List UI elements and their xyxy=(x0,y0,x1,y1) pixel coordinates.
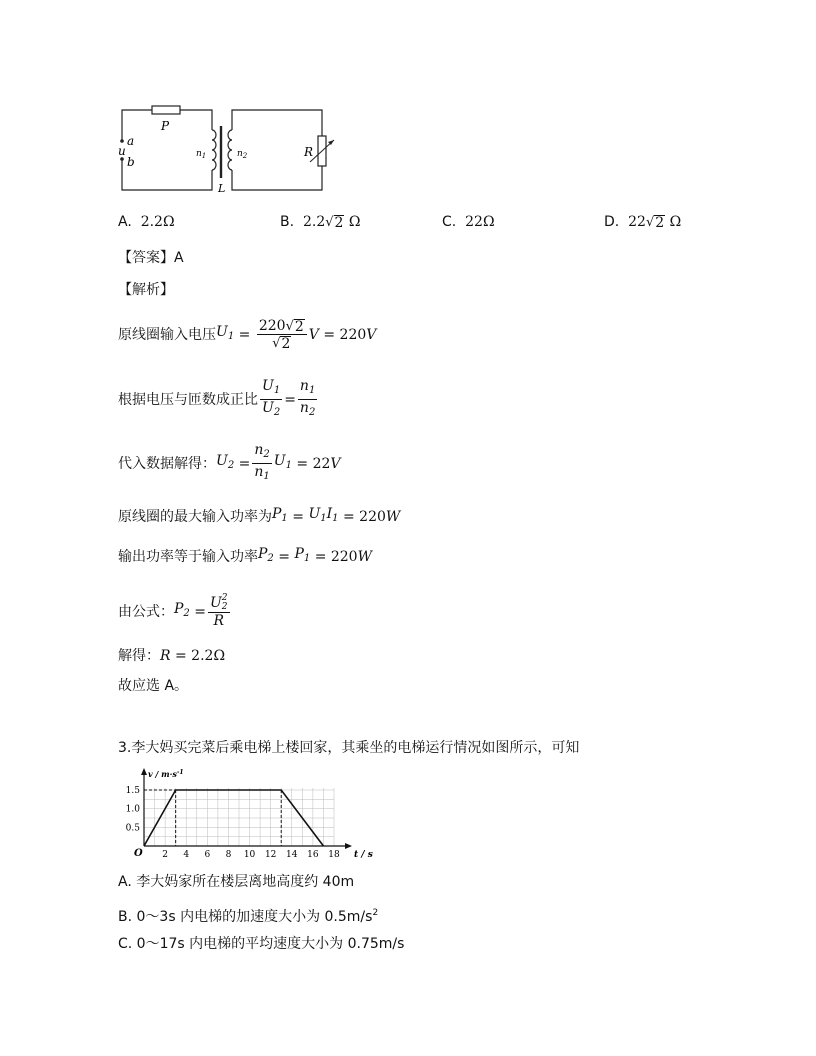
secondary-wire-bottom xyxy=(232,166,322,190)
step-2-fraction-U: $\frac{U_1}{U_2}$ xyxy=(262,378,281,418)
x-axis-arrow xyxy=(345,843,352,849)
step-7: 解得： R = 2.2Ω xyxy=(118,648,226,664)
q3-option-B: B. 0～3s 内电梯的加速度大小为 $0.5m/s^2$ xyxy=(118,908,379,925)
step-3-U1: $U_1$ xyxy=(273,453,292,471)
x-tick-label: 12 xyxy=(264,850,277,860)
step-5-result: = 220W xyxy=(314,548,372,565)
x-tick-label: 10 xyxy=(243,850,256,860)
step-1-unit: V xyxy=(308,326,319,343)
step-3-U2: $U_2$ xyxy=(216,453,235,471)
option-A-letter: A. xyxy=(118,214,132,230)
step-7-result: = 2.2Ω xyxy=(175,648,226,664)
y-tick-label: 1.5 xyxy=(125,786,140,796)
label-n1: $n_1$ xyxy=(196,149,207,160)
fuse-P xyxy=(152,106,180,114)
label-R: R xyxy=(304,145,314,159)
step-5: 输出功率等于输入功率 $P_2$ = $P_1$ = 220W xyxy=(118,546,372,565)
option-B xyxy=(280,212,361,232)
label-P: P xyxy=(161,119,170,133)
step-6-fraction: U 2 2 R xyxy=(209,593,228,629)
step-2: 根据电压与匝数成正比 $\frac{U_1}{U_2}$ = $\frac{n_1}{n_2}$ xyxy=(118,378,319,421)
origin-label: O xyxy=(134,848,143,859)
step-8: 故应选 A。 xyxy=(118,678,189,694)
step-1-result: = 220V xyxy=(323,326,377,343)
step-3-fraction: $\frac{n_2}{n_1}$ xyxy=(254,442,270,482)
step-6-text: 由公式： xyxy=(118,603,174,620)
step-3: 代入数据解得： $U_2$ = $\frac{n_2}{n_1}$ $U_1$ = 22V xyxy=(118,442,341,485)
option-B-value-pre: 2.2 xyxy=(302,214,326,230)
q3-option-C: C. 0～17s 内电梯的平均速度大小为 0.75m/s xyxy=(118,936,405,952)
step-5-text: 输出功率等于输入功率 xyxy=(118,548,258,565)
label-n2: $n_2$ xyxy=(237,149,248,160)
label-u: u xyxy=(118,144,126,158)
x-tick-label: 14 xyxy=(286,850,298,860)
option-B-unit: Ω xyxy=(348,214,361,230)
option-C xyxy=(442,212,495,232)
step-2-fraction-n: $\frac{n_1}{n_2}$ xyxy=(299,378,316,418)
step-3-result: = 22V xyxy=(296,455,341,472)
label-b: b xyxy=(127,155,135,169)
option-D-letter: D. xyxy=(604,214,620,230)
x-tick-label: 2 xyxy=(162,850,168,860)
option-D-unit: Ω xyxy=(669,214,682,230)
q3-option-A: A. 李大妈家所在楼层离地高度约 40m xyxy=(118,874,355,890)
option-D-sqrt: √ 2 xyxy=(645,215,665,231)
x-tick-label: 8 xyxy=(225,850,232,860)
secondary-coil xyxy=(228,130,232,170)
option-B-letter: B. xyxy=(280,214,295,230)
x-tick-label: 16 xyxy=(307,850,319,860)
step-6: 由公式： $P_2$ = U 2 2 R xyxy=(118,593,228,629)
option-A-value: 2.2Ω xyxy=(140,214,175,230)
y-axis-label: $v / m\cdot s^{-1}$ xyxy=(148,769,184,779)
option-C-letter: C. xyxy=(442,214,457,230)
label-L: L xyxy=(218,182,226,195)
option-D-value-pre: 22 xyxy=(628,214,646,230)
q3-stem: 3.李大妈买完菜后乘电梯上楼回家，其乘坐的电梯运行情况如图所示，可知 xyxy=(118,740,580,756)
transformer-circuit-diagram xyxy=(116,104,336,196)
primary-coil xyxy=(212,130,216,170)
y-tick-label: 0.5 xyxy=(125,823,140,834)
y-tick-label: 1.0 xyxy=(125,804,140,815)
y-axis-arrow xyxy=(141,768,147,775)
secondary-wire xyxy=(232,110,322,136)
option-B-sqrt: √ 2 xyxy=(325,215,344,231)
step-1-U: $U_1$ xyxy=(216,324,235,342)
step-1-text: 原线圈输入电压 xyxy=(118,326,216,343)
x-axis-label: t / s xyxy=(354,850,373,860)
analysis-label: 【解析】 xyxy=(118,282,174,298)
option-C-value: 22Ω xyxy=(465,214,495,230)
velocity-time-chart xyxy=(116,768,376,860)
step-1: 原线圈输入电压 $U_1$ = 220 √ 2 √ 2 V = 220V xyxy=(118,318,377,352)
option-A xyxy=(118,212,175,232)
step-7-text: 解得： xyxy=(118,648,160,664)
primary-wire-bottom xyxy=(122,160,212,190)
step-1-fraction: 220 √ 2 √ 2 xyxy=(257,318,307,351)
x-tick-label: 4 xyxy=(183,850,190,860)
step-4-result: = 220W xyxy=(342,508,401,525)
step-2-text: 根据电压与匝数成正比 xyxy=(118,391,258,408)
option-D xyxy=(604,212,681,232)
label-a: a xyxy=(127,134,135,148)
step-3-text: 代入数据解得： xyxy=(118,455,216,472)
step-4-text: 原线圈的最大输入功率为 xyxy=(118,508,272,525)
terminal-a xyxy=(120,139,124,143)
step-4: 原线圈的最大输入功率为 $P_1$ = $U_1I_1$ = 220W xyxy=(118,506,401,525)
x-tick-label: 6 xyxy=(204,850,211,860)
answer-line: 【答案】A xyxy=(118,250,184,266)
primary-wire-top-right xyxy=(180,110,212,130)
x-tick-label: 18 xyxy=(328,850,340,860)
